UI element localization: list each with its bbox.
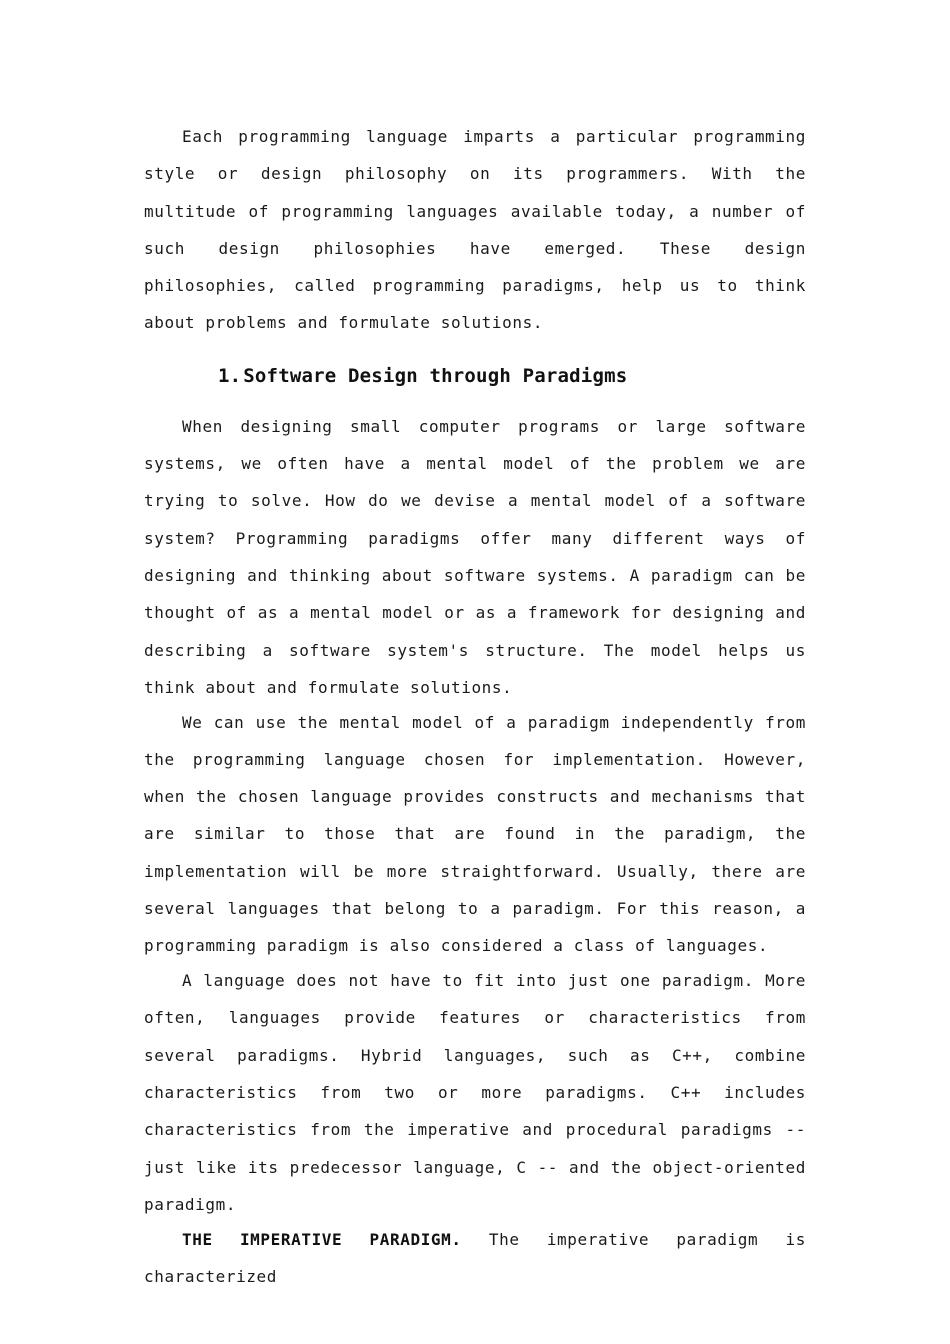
paragraph-implementation: We can use the mental model of a paradigm independently from the programming language chosen for implementation. However, when the chosen language provides constructs and mechanisms that are similar to those that are found in the paradigm, the implementation will be more straightforward. Usually, there are several languages that belong to a paradigm. For this reason, a programming paradigm is also considered a class of languages. [144, 712, 806, 956]
imperative-paradigm-text: The imperative paradigm is characterized [144, 1229, 806, 1286]
document-page [144, 118, 806, 1295]
paragraph-mental-model: When designing small computer programs or large software systems, we often have a mental model of the problem we are trying to solve. How do we devise a mental model of a software system? Programming paradigms offer many different ways of designing and thinking about software systems. A paradigm can be thought of as a mental model or as a framework for designing and describing a software system's structure. The model helps us think about and formulate solutions. [144, 416, 806, 697]
paragraph-hybrid-languages: A language does not have to fit into just one paradigm. More often, languages provide features or characteristics from several paradigms. Hybrid languages, such as C++, combine characteristics from two or more paradigms. C++ includes characteristics from the imperative and procedural paradigms -- just like its predecessor language, C -- and the object-oriented paradigm. [144, 971, 806, 1214]
section-number: 1. [218, 364, 242, 387]
paragraph-imperative-paradigm [144, 1221, 806, 1296]
section-heading [144, 356, 806, 396]
intro-paragraph: Each programming language imparts a particular programming style or design philosophy on its programmers. With the multitude of programming languages available today, a number of such design philosophies have emerged. These design philosophies, called programming paradigms, help us to think about problems and formulate solutions. [144, 127, 806, 333]
imperative-paradigm-lead: THE IMPERATIVE PARADIGM. [182, 1229, 462, 1249]
section-title: Software Design through Paradigms [243, 364, 628, 387]
